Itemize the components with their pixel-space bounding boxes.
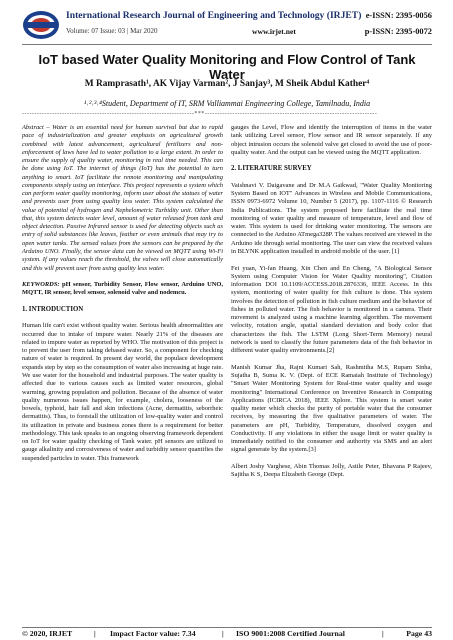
literature-paragraph: Manish Kumar Jha, Rajni Kumari Sah, Rashmitha M.S, Rupam Sinha, Sujatha B, Suma K. V. (Dept. of ECE Ramaiah Institute of Technology) "Smart Water Monitoring System for Real-time water quality and usage monitoring" International Conference on Inventive Research in Computing Applications (ICIRCA 2018), IEEE Xplore. This system is smart water quality meter which checks the purity of portable water that the consumer receives, by measuring the five qualitative parameters of water. The parameters are pH, Turbidity, Temperature, dissolved oxygen and Conductivity. If any violations in either the usage limit or water quality is immediately notified to the consumer and authority via SMS and an alert signal generate by the system.[3] bbox=[231, 363, 432, 454]
footer-page-number: Page 43 bbox=[406, 629, 432, 638]
footer-iso: ISO 9001:2008 Certified Journal bbox=[236, 629, 345, 638]
footer-separator: | bbox=[94, 629, 96, 638]
literature-paragraph: Fei yuan, Yi-fan Huang, Xin Chen and En Cheng, "A Biological Sensor System using Computer Vision for Water Quality monitoring", Citation information DOI 10.1109/ACCESS.2018.2876336, IEEE Access. In this system, monitoring of water quality for fish culture is done. This system involves the detection of pollution in fish culture medium and the behavior of fishes in polluted water. The fish behavior is monitored in a camera. Their movement is analyzed using a machine learning algorithm. The movement velocity, rotation angle, spatial standard deviation and body color that characterizes the fish. The LSTM (Long Short-Term Memory) neural network is used to classify the future parameters data of the fish behavior in different water quality environments.[2] bbox=[231, 264, 432, 355]
footer-separator: | bbox=[382, 629, 384, 638]
paper-authors: M Ramprasath¹, AK Vijay Varman², J Sanjay³, M Sheik Abdul Kather⁴ bbox=[84, 79, 370, 89]
literature-paragraph: Albert Joshy Varghese, Abin Thomas Jolly, Astile Peter, Bhavana P Rajeev, Sajitha K S, Deepa Elizabeth George (Dept. bbox=[231, 462, 432, 479]
author-affiliation: ¹˒²˒³˒⁴Student, Department of IT, SRM Valliammai Engineering College, Tamilnadu, India bbox=[83, 99, 371, 108]
p-issn: p-ISSN: 2395-0072 bbox=[364, 27, 432, 36]
keywords-text: pH sensor, Turbidity Sensor, Flow sensor, Arduino UNO, MQTT, IR sensor, level sensor, solenoid valve and nodemcu. bbox=[22, 281, 223, 297]
journal-title: International Research Journal of Engineering and Technology (IRJET) bbox=[66, 10, 362, 21]
introduction-text: Human life can't exist without quality water. Serious health abnormalities are occurred due to intake of impure water. Nearly 21% of the diseases are related to impure water as reported by WHO. The motivation of this project is to prevent the user from taking debased water. So, a component for checking nature of water is required. In present day world, the populace development expands step by step so the consumption of water also increasing at huge rate. We use water for the household and industrial purposes. The water quality is affected due to various causes such as limited water resources, global warming, growing population and pollution. Because of the absence of water quality numerous issues happen, for example, cholera, looseness of the bowels, typhoid, hair fall and skin infections (Acne, dermatitis, seborrheic dermatitis). Thus, to forestall the utilization of low-quality water and control its utilization in private and business zones there is a requirement for better methodology. This task speaks to an ongoing observing framework dependent on IoT for water quality checking of Tank water. pH sensors are utilized to gauge alkalinity and corrosiveness of water and turbidity sensor quantifies the suspended particles in water. This framework bbox=[22, 322, 223, 462]
separator-line: ---------------------------------------------------------------------***--------------------------------------------------------------------- bbox=[22, 111, 378, 117]
footer-copyright: © 2020, IRJET bbox=[22, 629, 73, 638]
footer-divider bbox=[22, 627, 432, 628]
paper-title: IoT based Water Quality Monitoring and Flow Control of Tank Water bbox=[38, 52, 416, 82]
section-heading-introduction: 1. INTRODUCTION bbox=[22, 305, 84, 313]
header-divider bbox=[22, 44, 432, 45]
keywords bbox=[22, 281, 223, 298]
section-heading-literature-survey: 2. LITERATURE SURVEY bbox=[231, 165, 312, 173]
footer-separator: | bbox=[222, 629, 224, 638]
abstract: Abstract – Water is an essential need for human survival but due to rapid pace of industrialization and greater emphasis on agricultural growth combined with latest advancement, agricultural fertilizers and non-enforcement of laws have led to water pollution to a large extent. In order to ensure the supply of quality water, monitoring in real time needed. This can be done using IoT. The internet of things (IoT) has the potential to turn anything to smart. IoT facilitate the remote monitoring and manipulating components simply using an interface. This project represents a system which can perform water quality monitoring, inform user about the statues of water and prevents user from using quality less water. This system calculated the value of potential of hydrogen and Nephelometric Turbidity unit. Other than that, this system detects water level, amount of water released from tank and object detection. Passive Infrared sensor is used for detecting objects such as entry of solid substances like leaves, feather or even animals that may try to open water tanks. The sensed values from the sensors can be prepared by the Arduino UNO. Finally, the sensor data can be viewed on MQTT using Wi-Fi system. If any values reach the threshold, the valves will close automatically and this will prevent user from using quality less water. bbox=[22, 124, 223, 272]
e-issn: e-ISSN: 2395-0056 bbox=[365, 11, 432, 20]
left-column bbox=[22, 124, 223, 463]
literature-paragraph: Vaishnavi V. Daigavane and Dr M.A Gaikwad, "Water Quality Monitoring System Based on IOT" Advances in Wireless and Mobile Communications, ISSN 0973-6972 Volume 10, Number 5 (2017), pp. 1107-1116 © Research India Publications. The system proposed here facilitate the real time monitoring of water quality and measure of temperature, level and flow of water. This system is used for drinking water monitoring. The sensors are connected to the Arduino ATmega328P. The values received are viewed in the Arduino ide through serial monitoring. The user can view the received values in BLYNK application installed in android mobile of the user. [1] bbox=[231, 181, 432, 255]
introduction-continued: gauges the Level, Flow and identify the interruption of items in the water tank utilizing Level sensor, Flow sensor and IR sensor separately. If any object intrusion occurs the solenoid valve get closed to avoid the use of poor-quality water. And the output can be viewed using the MQTT application. bbox=[231, 124, 432, 156]
keywords-label: KEYWORDS: bbox=[22, 281, 60, 289]
journal-header bbox=[22, 8, 432, 44]
irjet-logo bbox=[22, 10, 60, 40]
volume-issue: Volume: 07 Issue: 03 | Mar 2020 bbox=[66, 27, 158, 35]
right-column bbox=[231, 124, 432, 479]
footer-impact-factor: Impact Factor value: 7.34 bbox=[110, 629, 196, 638]
journal-website[interactable]: www.irjet.net bbox=[252, 27, 296, 36]
